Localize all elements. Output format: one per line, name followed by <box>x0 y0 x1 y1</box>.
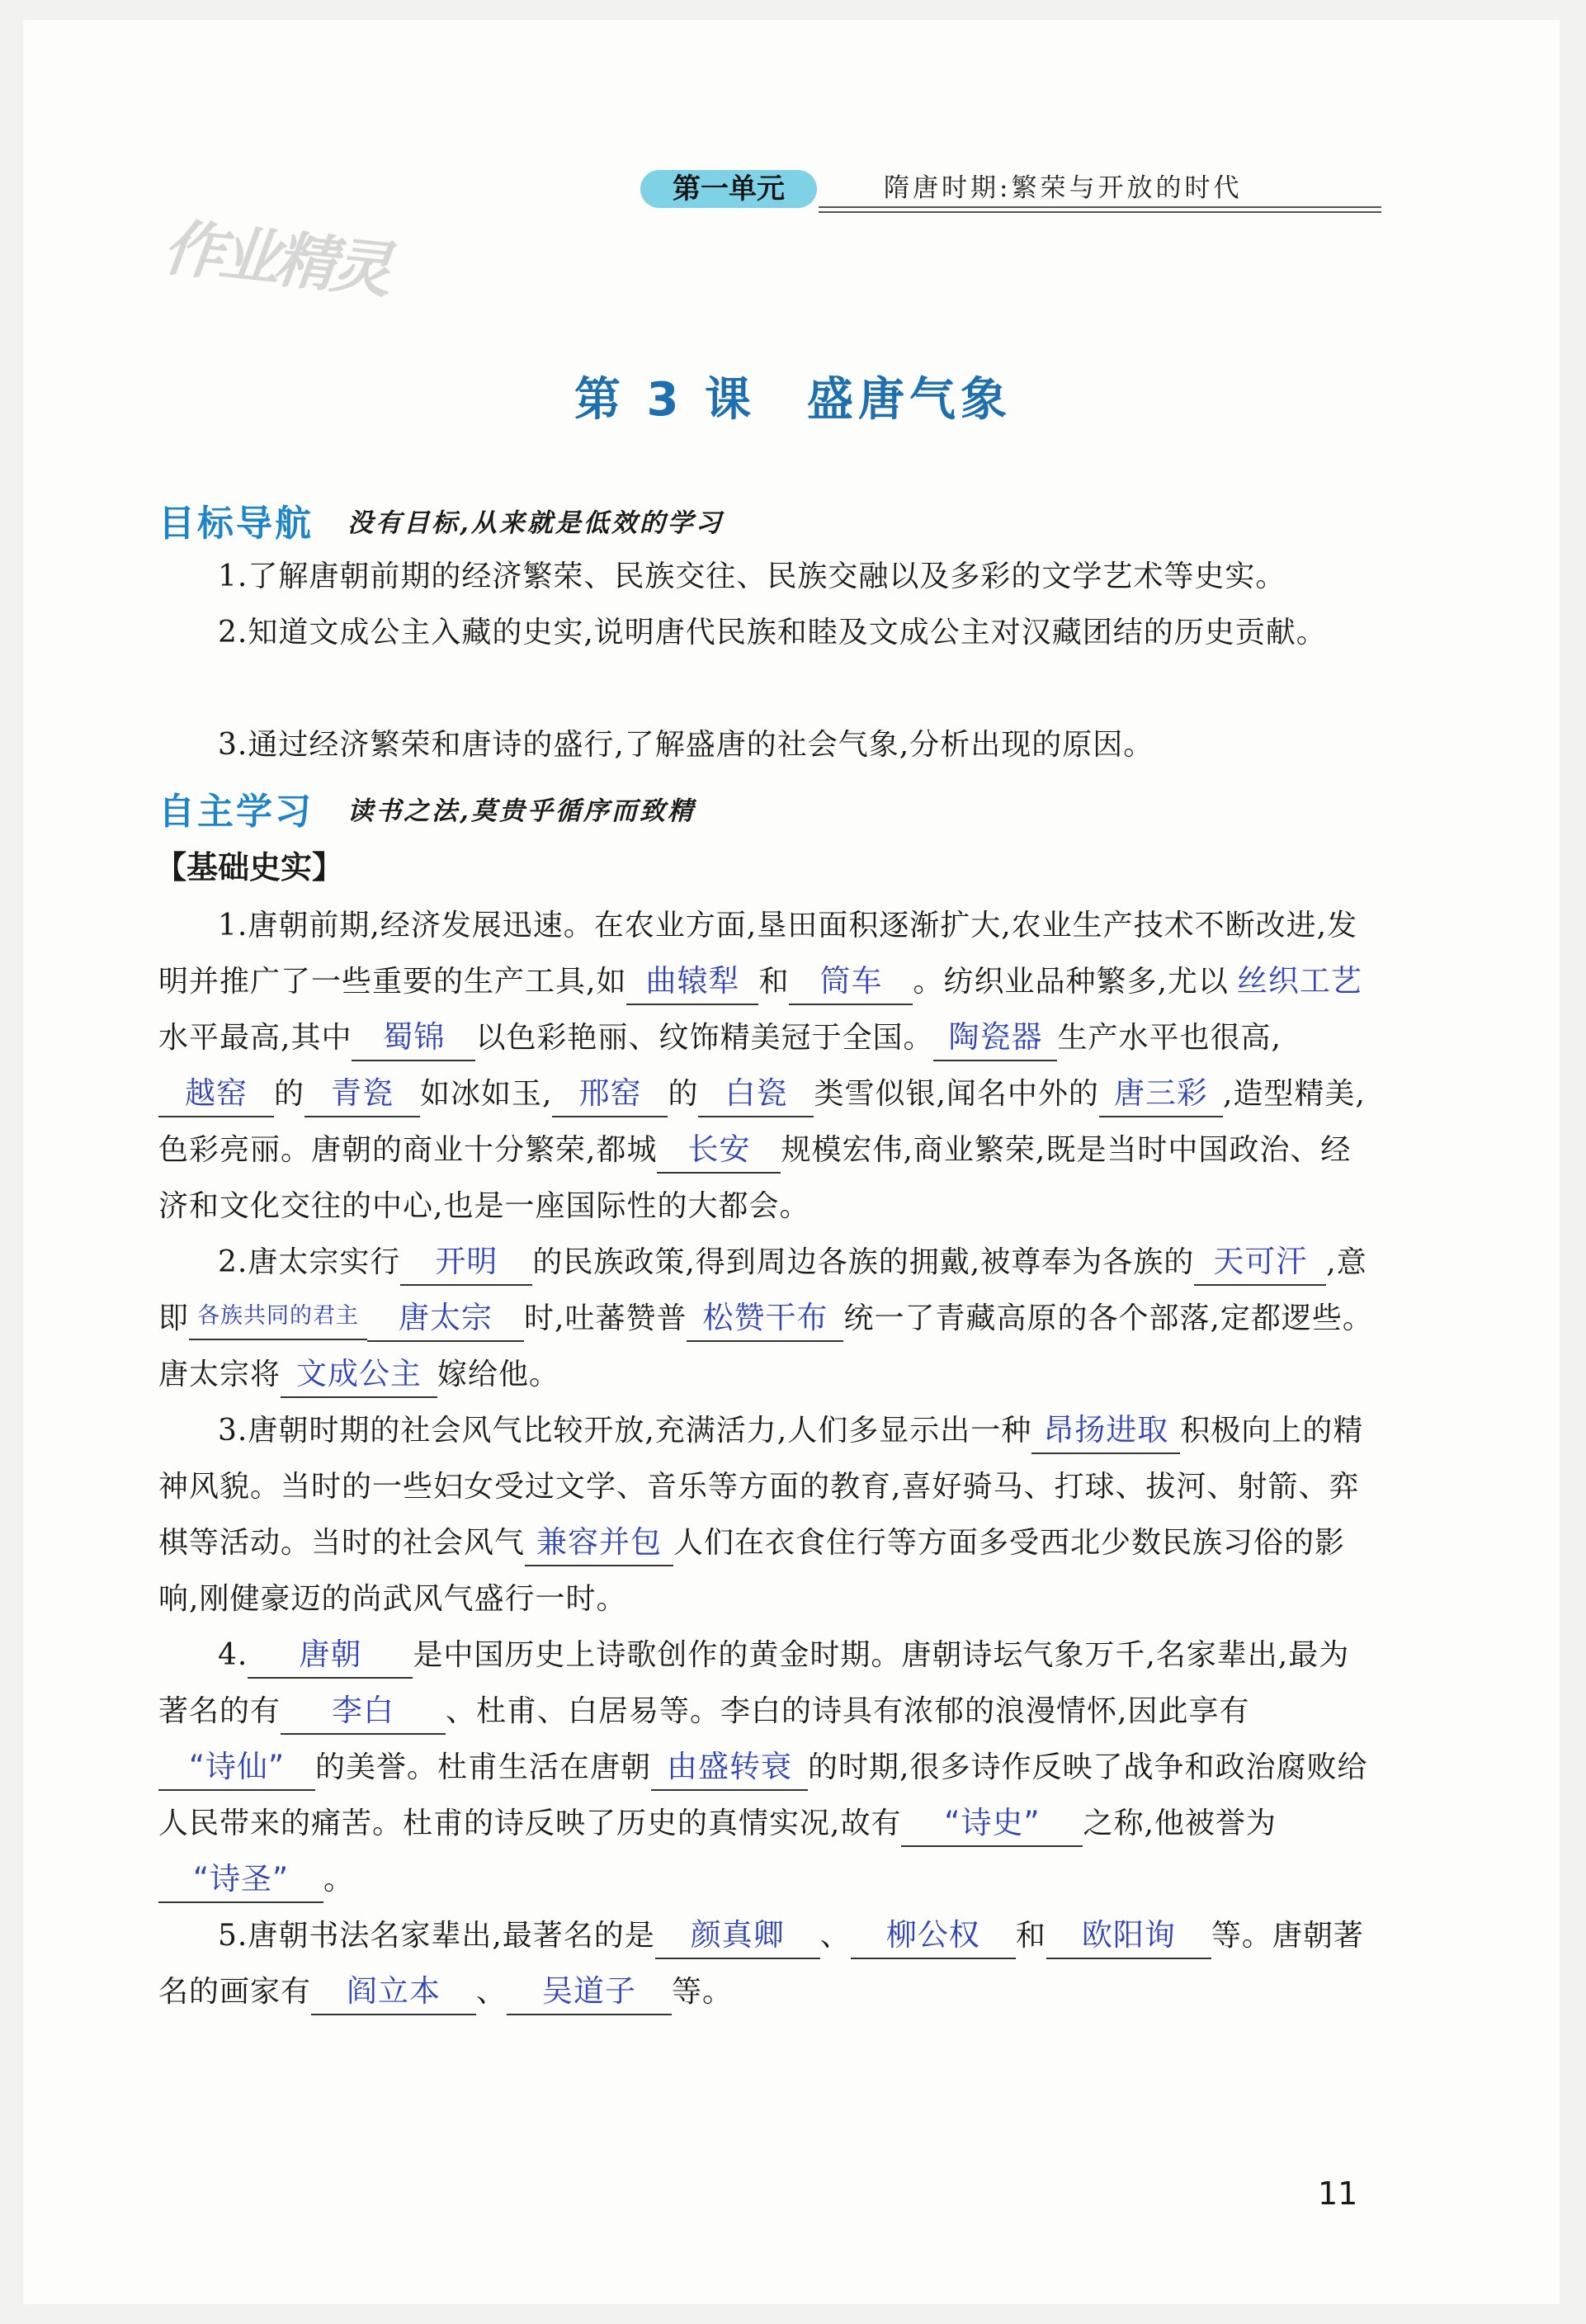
section-title: 目标导航 <box>158 503 314 545</box>
answer-blank: 唐三彩 <box>1099 1071 1223 1117</box>
answer-blank: 颜真卿 <box>655 1913 820 1959</box>
text: 。纺织业品种繁多,尤以 <box>913 965 1229 999</box>
goal-item: 3.通过经济繁荣和唐诗的盛行,了解盛唐的社会气象,分析出现的原因。 <box>218 728 1154 762</box>
text: 嫁给他。 <box>437 1358 560 1391</box>
text: 3.唐朝时期的社会风气比较开放,充满活力,人们多显示出一种 <box>218 1414 1032 1448</box>
text: 人们在衣食住行等方面多受西北少数民族习俗的影响,刚健豪迈的尚武风气盛行一时。 <box>158 1526 1346 1616</box>
answer-blank: “诗圣” <box>158 1857 323 1903</box>
answer-blank: 昂扬进取 <box>1031 1408 1180 1454</box>
text: 等。 <box>672 1975 734 2009</box>
text: ,造型精美,色彩亮丽。唐朝的商业十分繁荣,都城 <box>158 1077 1366 1167</box>
text: 和 <box>1015 1919 1046 1953</box>
text: 的 <box>668 1077 699 1111</box>
watermark: 作业精灵 <box>159 211 391 306</box>
goal-item: 1.了解唐朝前期的经济繁荣、民族交往、民族交融以及多彩的文学艺术等史实。 <box>218 560 1286 593</box>
answer-blank: 邢窑 <box>552 1071 668 1117</box>
question-2 <box>158 1235 1380 1403</box>
answer-blank: “诗仙” <box>158 1745 315 1791</box>
text: 之称,他被誉为 <box>1083 1807 1277 1840</box>
subsection-title: 【基础史实】 <box>155 849 344 886</box>
text: 、杜甫、白居易等。李白的诗具有浓郁的浪漫情怀,因此享有 <box>446 1694 1250 1728</box>
answer-blank: 欧阳询 <box>1046 1913 1211 1959</box>
answer-blank: 陶瓷器 <box>933 1015 1057 1061</box>
unit-rule <box>819 211 1381 213</box>
section-study-header <box>158 782 696 831</box>
answer-blank: 阎立本 <box>311 1969 476 2015</box>
unit-title: 隋唐时期:繁荣与开放的时代 <box>884 173 1243 203</box>
answer-blank: 丝织工艺 <box>1236 963 1362 999</box>
answer-blank: 白瓷 <box>698 1071 814 1117</box>
text: 以色彩艳丽、纹饰精美冠于全国。 <box>475 1021 934 1055</box>
section-goals-header <box>158 494 724 543</box>
answer-blank: 青瓷 <box>304 1071 420 1117</box>
text: 5.唐朝书法名家辈出,最著名的是 <box>218 1919 655 1953</box>
lesson-title: 第 3 课 盛唐气象 <box>574 373 1012 427</box>
text: 等。唐朝著名的画家有 <box>158 1919 1364 2009</box>
text: ,意即 <box>158 1245 1367 1335</box>
text: 1.唐朝前期,经济发展迅速。在农业方面,垦田面积逐渐扩大,农业生产技术不断改进,发明并推广了一些重要的生产工具,如 <box>158 909 1358 999</box>
section-motto: 没有目标,从来就是低效的学习 <box>347 508 724 538</box>
answer-blank: 文成公主 <box>281 1352 437 1398</box>
text: 4. <box>218 1638 248 1672</box>
answer-blank: “诗史” <box>901 1801 1083 1847</box>
text: 是中国历史上诗歌创作的黄金时期。唐朝诗坛气象万千,名家辈出,最为著名的有 <box>158 1638 1350 1728</box>
question-3 <box>158 1403 1380 1627</box>
answer-blank: 越窑 <box>158 1071 274 1117</box>
answer-blank: 开明 <box>400 1240 532 1286</box>
text: 。 <box>323 1863 355 1897</box>
answer-blank: 长安 <box>657 1127 781 1174</box>
text: 时,吐蕃赞普 <box>524 1301 687 1335</box>
text: 、 <box>476 1975 507 2009</box>
text: 类雪似银,闻名中外的 <box>814 1077 1099 1111</box>
text: 如冰如玉, <box>420 1077 553 1111</box>
unit-rule <box>819 206 1381 208</box>
page-number: 11 <box>1318 2175 1358 2212</box>
answer-blank: 柳公权 <box>851 1913 1016 1959</box>
unit-label: 第一单元 <box>640 170 817 208</box>
section-motto: 读书之法,莫贵乎循序而致精 <box>347 796 696 826</box>
answer-blank: 各族共同的君主 <box>189 1294 367 1340</box>
answer-blank: 天可汗 <box>1194 1240 1326 1286</box>
text: 的 <box>274 1077 305 1111</box>
text: 生产水平也很高, <box>1057 1021 1282 1055</box>
answer-blank: 由盛转衰 <box>651 1745 808 1791</box>
text: 统一了青藏高原的各个部落,定都逻些。唐太宗将 <box>158 1301 1373 1391</box>
question-4 <box>158 1627 1380 1908</box>
unit-header <box>640 170 1381 213</box>
text: 和 <box>758 965 790 999</box>
answer-blank: 曲辕犁 <box>626 959 758 1005</box>
text: 2.唐太宗实行 <box>218 1245 401 1279</box>
answer-blank: 李白 <box>281 1689 446 1735</box>
text: 水平最高,其中 <box>158 1021 352 1055</box>
answer-blank: 筒车 <box>789 959 913 1005</box>
question-1 <box>158 898 1380 1235</box>
text: 的美誉。杜甫生活在唐朝 <box>315 1750 652 1784</box>
text: 规模宏伟,商业繁荣,既是当时中国政治、经济和文化交往的中心,也是一座国际性的大都会。 <box>158 1133 1352 1223</box>
text: 积极向上的精神风貌。当时的一些妇女受过文学、音乐等方面的教育,喜好骑马、打球、拔河、射箭、弈棋等活动。当时的社会风气 <box>158 1414 1364 1560</box>
text: 的民族政策,得到周边各族的拥戴,被尊奉为各族的 <box>532 1245 1195 1279</box>
section-title: 自主学习 <box>158 791 314 833</box>
answer-blank: 松赞干布 <box>687 1296 843 1342</box>
goal-item: 2.知道文成公主入藏的史实,说明唐代民族和睦及文成公主对汉藏团结的历史贡献。 <box>218 616 1327 649</box>
answer-blank: 吴道子 <box>507 1969 672 2015</box>
answer-blank: 唐太宗 <box>367 1296 524 1342</box>
answer-blank: 蜀锦 <box>352 1015 475 1061</box>
answer-blank: 唐朝 <box>248 1632 413 1679</box>
text: 、 <box>819 1919 851 1953</box>
answer-blank: 兼容并包 <box>525 1520 673 1566</box>
text: 的时期,很多诗作反映了战争和政治腐败给人民带来的痛苦。杜甫的诗反映了历史的真情实况,故有 <box>158 1750 1368 1840</box>
question-5 <box>158 1908 1380 2020</box>
